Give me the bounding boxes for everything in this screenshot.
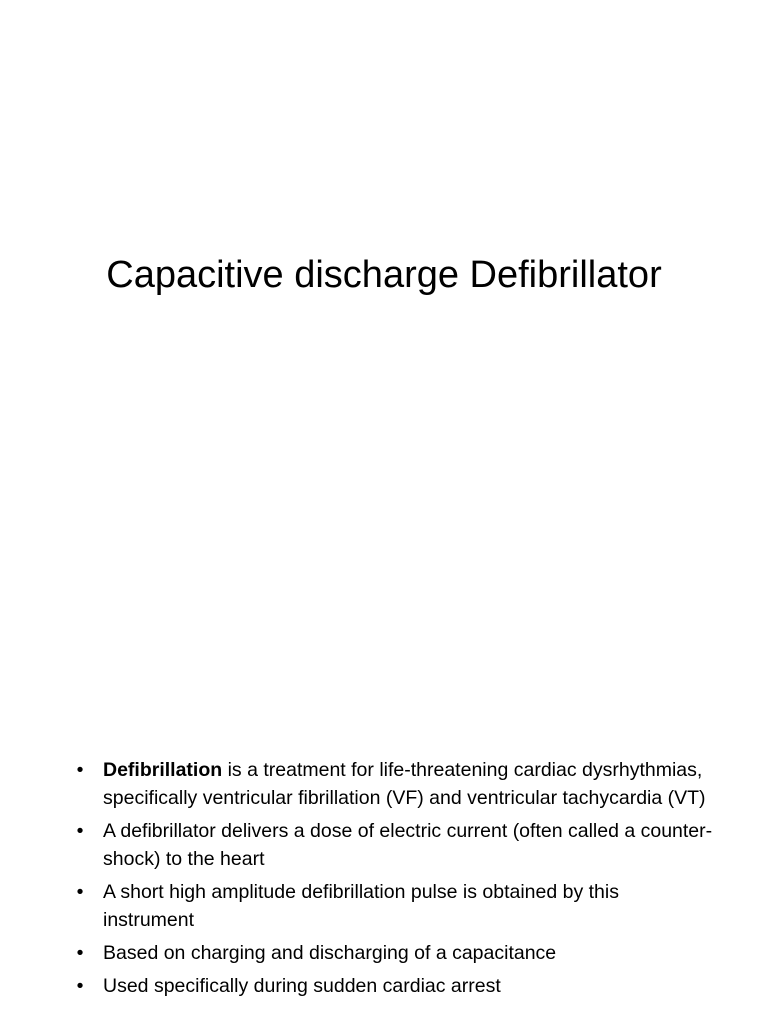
bullet-text: A defibrillator delivers a dose of electric current (often called a counter-shock) to the heart — [103, 820, 713, 870]
bullet-text: Used specifically during sudden cardiac arrest — [103, 975, 501, 997]
bullet-text: A short high amplitude defibrillation pulse is obtained by this instrument — [103, 881, 619, 931]
bullet-item-cardiac-arrest — [73, 972, 713, 1000]
bullet-text: is a treatment for life-threatening cardiac dysrhythmias, specifically ventricular fibrillation (VF) and ventricular tachycardia (VT) — [103, 759, 706, 809]
slide-title: Capacitive discharge Defibrillator — [106, 254, 662, 297]
bullet-marker: • — [76, 759, 84, 781]
bullet-marker: • — [76, 975, 84, 997]
bullet-list — [73, 756, 713, 1005]
bullet-marker: • — [76, 881, 84, 903]
bullet-item-counter-shock — [73, 817, 713, 873]
bullet-item-defibrillation — [73, 756, 713, 812]
bullet-marker: • — [76, 820, 84, 842]
bullet-item-pulse — [73, 878, 713, 934]
bullet-item-capacitance — [73, 939, 713, 967]
bullet-marker: • — [76, 942, 84, 964]
bullet-text: Based on charging and discharging of a capacitance — [103, 942, 557, 964]
bullet-term-bold: Defibrillation — [103, 759, 223, 781]
